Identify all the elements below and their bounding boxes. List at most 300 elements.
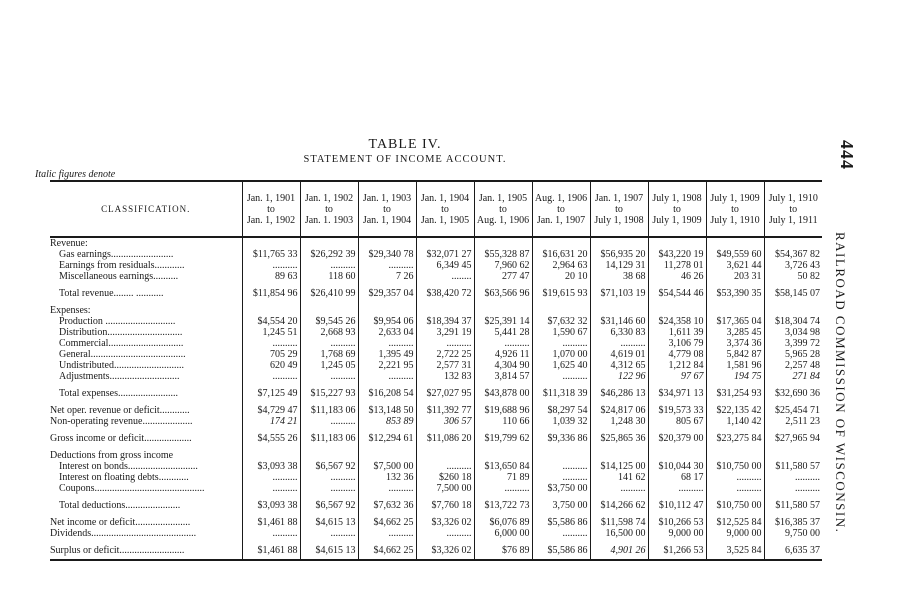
value-cell xyxy=(358,483,416,494)
value-cell xyxy=(706,500,764,511)
value-cell xyxy=(706,517,764,528)
table-row xyxy=(50,316,822,327)
cell-value: 6,000 00 xyxy=(494,528,530,539)
cell-value: $11,580 57 xyxy=(775,500,820,511)
period-header xyxy=(590,181,648,237)
value-cell xyxy=(416,405,474,416)
value-cell xyxy=(300,517,358,528)
running-header: RAILROAD COMMISSION OF WISCONSIN. xyxy=(833,232,848,534)
cell-value: $29,357 04 xyxy=(368,288,414,299)
italic-note: Italic figures denote xyxy=(35,169,116,180)
cell-value: $19,799 62 xyxy=(484,433,530,444)
value-cell xyxy=(242,249,300,260)
cell-value: 46 26 xyxy=(681,271,704,282)
row-label: Surplus or deficit.......................... xyxy=(50,545,242,560)
value-cell xyxy=(416,528,474,539)
cell-value: $11,598 74 xyxy=(600,517,646,528)
value-cell xyxy=(474,371,532,382)
cell-value: $4,615 13 xyxy=(315,545,356,556)
value-cell xyxy=(300,237,358,249)
cell-value: $1,461 88 xyxy=(257,545,298,556)
value-cell xyxy=(358,327,416,338)
value-cell xyxy=(358,500,416,511)
cell-value: $4,615 13 xyxy=(315,517,356,528)
value-cell xyxy=(300,327,358,338)
value-cell xyxy=(242,271,300,282)
value-cell xyxy=(532,327,590,338)
value-cell xyxy=(590,388,648,399)
cell-value: 16,500 00 xyxy=(605,528,646,539)
period-from: Jan. 1, 1907 xyxy=(594,192,644,204)
cell-value: $54,367 82 xyxy=(775,249,820,260)
value-cell xyxy=(416,305,474,316)
cell-value: 2,511 23 xyxy=(785,416,820,427)
value-cell xyxy=(358,450,416,461)
row-label: Total deductions...................... xyxy=(59,500,181,511)
cell-value: .......... xyxy=(504,483,530,494)
cell-value: 3,621 44 xyxy=(726,260,762,271)
value-cell xyxy=(764,450,822,461)
period-until: July 1, 1908 xyxy=(594,214,644,226)
value-cell xyxy=(474,305,532,316)
value-cell xyxy=(416,249,474,260)
value-cell xyxy=(648,388,706,399)
row-label: General...................................... xyxy=(59,349,186,360)
cell-value: .......... xyxy=(330,528,356,539)
cell-value: 3,291 19 xyxy=(436,327,472,338)
value-cell xyxy=(648,260,706,271)
value-cell xyxy=(358,349,416,360)
value-cell xyxy=(532,472,590,483)
cell-value: 4,901 26 xyxy=(610,545,646,556)
cell-value: $27,965 94 xyxy=(775,433,820,444)
cell-value: .......... xyxy=(446,528,472,539)
value-cell xyxy=(532,405,590,416)
cell-value: 7,500 00 xyxy=(436,483,472,494)
cell-value: 1,590 67 xyxy=(552,327,588,338)
value-cell xyxy=(242,483,300,494)
value-cell xyxy=(532,288,590,299)
value-cell xyxy=(590,416,648,427)
value-cell xyxy=(416,517,474,528)
cell-value: $13,722 73 xyxy=(484,500,530,511)
row-label: Adjustments............................ xyxy=(59,371,180,382)
value-cell xyxy=(300,416,358,427)
period-until: Jan. 1, 1902 xyxy=(246,214,296,226)
cell-value: $58,145 07 xyxy=(775,288,820,299)
value-cell xyxy=(474,388,532,399)
cell-value: .......... xyxy=(446,338,472,349)
value-cell xyxy=(590,305,648,316)
value-cell xyxy=(242,450,300,461)
value-cell xyxy=(764,416,822,427)
row-label: Distribution.............................. xyxy=(59,327,183,338)
cell-value: $14,125 00 xyxy=(600,461,646,472)
table-subtitle: STATEMENT OF INCOME ACCOUNT. xyxy=(303,154,507,165)
cell-value: 38 68 xyxy=(623,271,646,282)
cell-value: .......... xyxy=(272,371,298,382)
table-row xyxy=(50,271,822,282)
cell-value: $13,650 84 xyxy=(484,461,530,472)
value-cell xyxy=(358,416,416,427)
value-cell xyxy=(706,360,764,371)
value-cell xyxy=(764,338,822,349)
income-account-table xyxy=(50,180,822,561)
row-label: Deductions from gross income xyxy=(50,450,174,461)
value-cell xyxy=(590,360,648,371)
period-header xyxy=(532,181,590,237)
cell-value: 1,212 84 xyxy=(668,360,704,371)
value-cell xyxy=(416,472,474,483)
value-cell xyxy=(416,450,474,461)
value-cell xyxy=(590,338,648,349)
value-cell xyxy=(242,405,300,416)
value-cell xyxy=(242,472,300,483)
value-cell xyxy=(416,483,474,494)
value-cell xyxy=(532,305,590,316)
cell-value: 11,278 01 xyxy=(663,260,704,271)
value-cell xyxy=(416,288,474,299)
value-cell xyxy=(764,461,822,472)
period-until: Jan. 1, 1907 xyxy=(536,214,586,226)
value-cell xyxy=(764,500,822,511)
cell-value: $18,304 74 xyxy=(775,316,820,327)
cell-value: 110 66 xyxy=(502,416,530,427)
cell-value: $20,379 00 xyxy=(658,433,704,444)
value-cell xyxy=(590,237,648,249)
value-cell xyxy=(300,461,358,472)
period-to: to xyxy=(789,203,798,215)
value-cell xyxy=(764,327,822,338)
value-cell xyxy=(474,271,532,282)
value-cell xyxy=(648,360,706,371)
cell-value: 9,000 00 xyxy=(726,528,762,539)
value-cell xyxy=(242,305,300,316)
cell-value: 132 83 xyxy=(444,371,472,382)
cell-value: 4,779 08 xyxy=(668,349,704,360)
value-cell xyxy=(416,360,474,371)
value-cell xyxy=(764,305,822,316)
value-cell xyxy=(764,360,822,371)
value-cell xyxy=(242,360,300,371)
cell-value: .......... xyxy=(330,472,356,483)
cell-value: $10,750 00 xyxy=(716,461,762,472)
value-cell xyxy=(358,528,416,539)
value-cell xyxy=(590,433,648,444)
cell-value: .......... xyxy=(388,338,414,349)
value-cell xyxy=(300,260,358,271)
value-cell xyxy=(590,517,648,528)
row-label: Gross income or deficit................... xyxy=(50,433,192,444)
cell-value: .......... xyxy=(562,528,588,539)
cell-value: .......... xyxy=(678,483,704,494)
value-cell xyxy=(474,528,532,539)
cell-value: 2,577 31 xyxy=(436,360,472,371)
cell-value: $19,688 96 xyxy=(484,405,530,416)
value-cell xyxy=(300,545,358,560)
cell-value: .......... xyxy=(736,472,762,483)
cell-value: .......... xyxy=(272,338,298,349)
row-label: Interest on floating debts............ xyxy=(59,472,189,483)
value-cell xyxy=(242,237,300,249)
value-cell xyxy=(706,450,764,461)
cell-value: $31,254 93 xyxy=(716,388,762,399)
value-cell xyxy=(358,371,416,382)
value-cell xyxy=(648,271,706,282)
cell-value: .......... xyxy=(620,483,646,494)
value-cell xyxy=(242,371,300,382)
value-cell xyxy=(648,349,706,360)
value-cell xyxy=(648,528,706,539)
value-cell xyxy=(764,237,822,249)
value-cell xyxy=(300,338,358,349)
row-label: Interest on bonds............................ xyxy=(59,461,198,472)
value-cell xyxy=(706,305,764,316)
value-cell xyxy=(242,500,300,511)
cell-value: 6,330 83 xyxy=(610,327,646,338)
value-cell xyxy=(300,305,358,316)
period-until: July 1, 1909 xyxy=(652,214,702,226)
value-cell xyxy=(474,433,532,444)
cell-value: 5,441 28 xyxy=(494,327,530,338)
cell-value: 805 67 xyxy=(676,416,704,427)
value-cell xyxy=(474,360,532,371)
cell-value: $19,573 33 xyxy=(658,405,704,416)
value-cell xyxy=(474,260,532,271)
cell-value: $32,071 27 xyxy=(426,249,472,260)
cell-value: $6,076 89 xyxy=(489,517,530,528)
value-cell xyxy=(242,316,300,327)
value-cell xyxy=(242,433,300,444)
value-cell xyxy=(532,517,590,528)
cell-value: 3,726 43 xyxy=(785,260,820,271)
value-cell xyxy=(416,416,474,427)
period-until: July 1, 1910 xyxy=(710,214,760,226)
cell-value: ........ xyxy=(451,271,472,282)
period-header xyxy=(764,181,822,237)
value-cell xyxy=(242,338,300,349)
value-cell xyxy=(416,316,474,327)
cell-value: $6,567 92 xyxy=(315,500,356,511)
period-until: Jan. 1, 1905 xyxy=(420,214,470,226)
value-cell xyxy=(590,288,648,299)
value-cell xyxy=(358,360,416,371)
value-cell xyxy=(532,260,590,271)
value-cell xyxy=(706,545,764,560)
value-cell xyxy=(590,461,648,472)
cell-value: 5,965 28 xyxy=(785,349,820,360)
cell-value: $15,227 93 xyxy=(310,388,356,399)
table-row xyxy=(50,416,822,427)
cell-value: $76 89 xyxy=(502,545,530,556)
value-cell xyxy=(300,249,358,260)
cell-value: 1,395 49 xyxy=(378,349,414,360)
period-to: to xyxy=(615,203,623,215)
table-row xyxy=(50,327,822,338)
value-cell xyxy=(590,405,648,416)
value-cell xyxy=(474,461,532,472)
cell-value: .......... xyxy=(388,260,414,271)
cell-value: $11,854 96 xyxy=(252,288,298,299)
value-cell xyxy=(416,237,474,249)
cell-value: 2,668 93 xyxy=(320,327,356,338)
value-cell xyxy=(474,545,532,560)
value-cell xyxy=(590,483,648,494)
row-label: Expenses: xyxy=(50,305,91,316)
cell-value: $3,093 38 xyxy=(257,500,298,511)
cell-value: $11,392 77 xyxy=(426,405,472,416)
value-cell xyxy=(706,271,764,282)
value-cell xyxy=(706,316,764,327)
value-cell xyxy=(474,517,532,528)
value-cell xyxy=(590,500,648,511)
cell-value: 118 60 xyxy=(328,271,356,282)
value-cell xyxy=(532,271,590,282)
cell-value: 3,399 72 xyxy=(785,338,820,349)
cell-value: 277 47 xyxy=(502,271,530,282)
cell-value: .......... xyxy=(504,338,530,349)
cell-value: $46,286 13 xyxy=(600,388,646,399)
cell-value: $9,545 26 xyxy=(315,316,356,327)
period-until: Aug. 1, 1906 xyxy=(476,214,530,226)
cell-value: .......... xyxy=(562,338,588,349)
cell-value: $7,632 36 xyxy=(373,500,414,511)
value-cell xyxy=(590,349,648,360)
value-cell xyxy=(300,388,358,399)
value-cell xyxy=(474,483,532,494)
cell-value: 3,750 00 xyxy=(552,500,588,511)
period-to: to xyxy=(557,203,565,215)
cell-value: $11,765 33 xyxy=(252,249,298,260)
cell-value: .......... xyxy=(388,371,414,382)
period-to: to xyxy=(441,203,449,215)
cell-value: $32,690 36 xyxy=(775,388,820,399)
value-cell xyxy=(764,517,822,528)
cell-value: $1,461 88 xyxy=(257,517,298,528)
cell-value: $4,662 25 xyxy=(373,517,414,528)
cell-value: $49,559 60 xyxy=(716,249,762,260)
period-until: Jan. 1, 1904 xyxy=(362,214,412,226)
cell-value: $23,275 84 xyxy=(716,433,762,444)
value-cell xyxy=(532,360,590,371)
value-cell xyxy=(242,416,300,427)
cell-value: $25,454 71 xyxy=(775,405,820,416)
value-cell xyxy=(300,371,358,382)
cell-value: 3,106 79 xyxy=(668,338,704,349)
value-cell xyxy=(532,249,590,260)
cell-value: 7,960 62 xyxy=(494,260,530,271)
cell-value: $5,586 86 xyxy=(547,517,588,528)
period-header xyxy=(300,181,358,237)
value-cell xyxy=(300,349,358,360)
value-cell xyxy=(358,517,416,528)
cell-value: $55,328 87 xyxy=(484,249,530,260)
cell-value: 1,581 96 xyxy=(726,360,762,371)
cell-value: $10,266 53 xyxy=(658,517,704,528)
cell-value: $43,220 19 xyxy=(658,249,704,260)
value-cell xyxy=(590,528,648,539)
value-cell xyxy=(590,249,648,260)
period-from: July 1, 1910 xyxy=(768,192,818,204)
table-row xyxy=(50,260,822,271)
cell-value: $38,420 72 xyxy=(426,288,472,299)
value-cell xyxy=(358,461,416,472)
cell-value: 3,814 57 xyxy=(494,371,530,382)
cell-value: $43,878 00 xyxy=(484,388,530,399)
cell-value: $11,183 06 xyxy=(310,405,356,416)
value-cell xyxy=(242,528,300,539)
cell-value: 853 89 xyxy=(386,416,414,427)
table-title: TABLE IV. xyxy=(368,137,442,152)
cell-value: $4,729 47 xyxy=(257,405,298,416)
value-cell xyxy=(590,450,648,461)
cell-value: .......... xyxy=(562,472,588,483)
value-cell xyxy=(764,483,822,494)
value-cell xyxy=(706,461,764,472)
cell-value: $7,760 18 xyxy=(431,500,472,511)
row-label: Non-operating revenue.................... xyxy=(50,416,193,427)
value-cell xyxy=(242,260,300,271)
value-cell xyxy=(764,249,822,260)
value-cell xyxy=(764,472,822,483)
cell-value: 122 96 xyxy=(618,371,646,382)
value-cell xyxy=(300,405,358,416)
cell-value: 50 82 xyxy=(797,271,820,282)
table-row xyxy=(50,405,822,416)
value-cell xyxy=(358,260,416,271)
value-cell xyxy=(242,327,300,338)
value-cell xyxy=(358,288,416,299)
value-cell xyxy=(300,316,358,327)
cell-value: $3,750 00 xyxy=(547,483,588,494)
period-until: Jan. 1. 1903 xyxy=(304,214,354,226)
value-cell xyxy=(590,327,648,338)
header-row xyxy=(50,181,822,237)
row-label: Total expenses........................ xyxy=(59,388,179,399)
row-label: Coupons............................................ xyxy=(59,483,205,494)
value-cell xyxy=(474,472,532,483)
value-cell xyxy=(300,500,358,511)
cell-value: $5,586 86 xyxy=(547,545,588,556)
period-from: July 1, 1908 xyxy=(652,192,702,204)
cell-value: $3,326 02 xyxy=(431,517,472,528)
cell-value: 1,245 51 xyxy=(262,327,298,338)
cell-value: $6,567 92 xyxy=(315,461,356,472)
cell-value: 1,140 42 xyxy=(726,416,762,427)
cell-value: 1,248 30 xyxy=(610,416,646,427)
cell-value: $25,391 14 xyxy=(484,316,530,327)
value-cell xyxy=(358,305,416,316)
value-cell xyxy=(648,433,706,444)
value-cell xyxy=(648,500,706,511)
cell-value: $17,365 04 xyxy=(716,316,762,327)
page-number: 444 xyxy=(837,140,857,170)
value-cell xyxy=(706,405,764,416)
value-cell xyxy=(764,349,822,360)
value-cell xyxy=(474,349,532,360)
value-cell xyxy=(706,349,764,360)
cell-value: $26,410 99 xyxy=(310,288,356,299)
cell-value: 4,304 90 xyxy=(494,360,530,371)
cell-value: 3,525 84 xyxy=(726,545,762,556)
cell-value: $9,336 86 xyxy=(547,433,588,444)
cell-value: .......... xyxy=(562,371,588,382)
row-label: Earnings from residuals............ xyxy=(59,260,185,271)
value-cell xyxy=(416,327,474,338)
value-cell xyxy=(648,416,706,427)
cell-value: .......... xyxy=(272,528,298,539)
value-cell xyxy=(706,433,764,444)
